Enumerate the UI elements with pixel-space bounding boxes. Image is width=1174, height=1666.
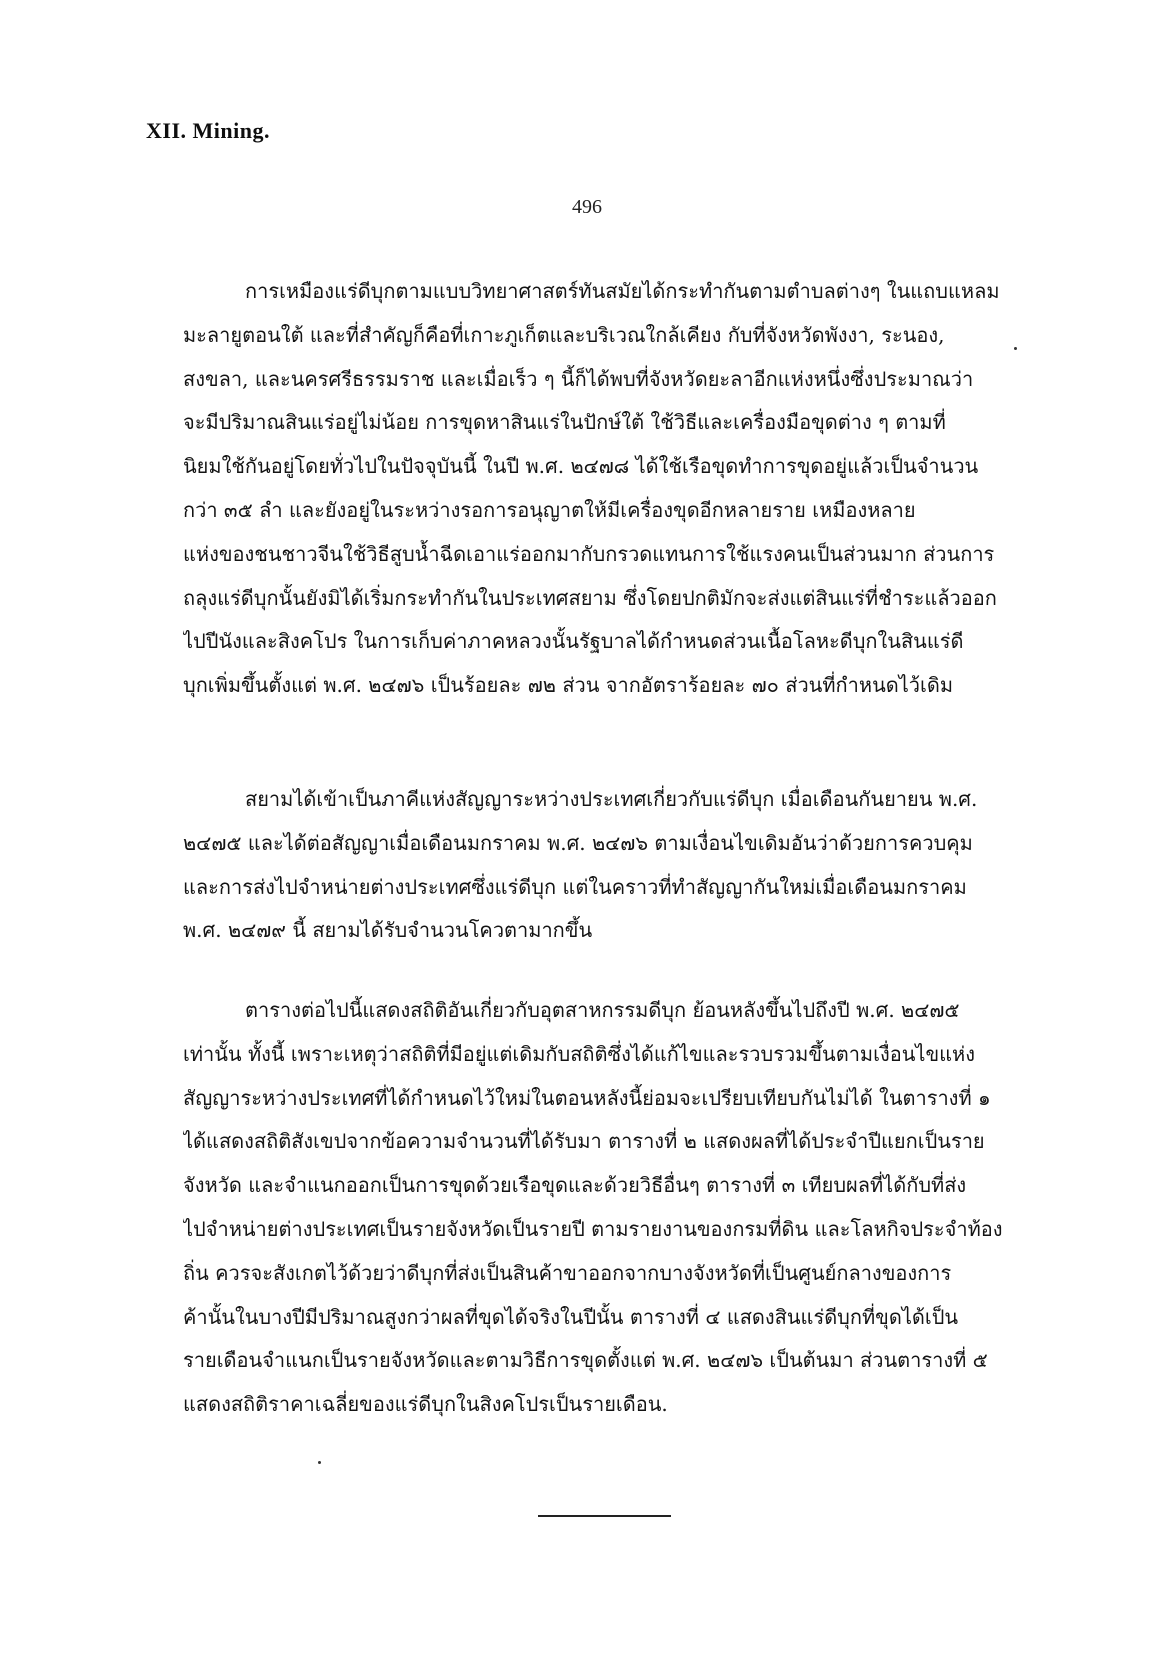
paragraph-line: ไปจำหน่ายต่างประเทศเป็นรายจังหวัดเป็นรายปี ตามรายงานของกรมที่ดิน และโลหกิจประจำท้อง <box>183 1216 1003 1241</box>
scan-speck <box>318 1461 321 1464</box>
paragraph-tin-agreement <box>183 778 1026 953</box>
paragraph-line: ค้านั้นในบางปีมีปริมาณสูงกว่าผลที่ขุดได้จริงในปีนั้น ตารางที่ ๔ แสดงสินแร่ดีบุกที่ขุดได้เป็น <box>183 1304 959 1329</box>
paragraph-line: มะลายูตอนใต้ และที่สำคัญก็คือที่เกาะภูเก็ตและบริเวณใกล้เคียง กับที่จังหวัดพังงา, ระนอง, <box>183 322 945 347</box>
end-of-section-rule <box>538 1515 671 1517</box>
paragraph-tin-mining-overview <box>183 270 1026 708</box>
paragraph-line: สัญญาระหว่างประเทศที่ได้กำหนดไว้ใหม่ในตอนหลังนี้ย่อมจะเปรียบเทียบกันไม่ได้ ในตารางที่ ๑ <box>183 1085 991 1110</box>
page-number: 496 <box>572 196 602 218</box>
paragraph-line: สงขลา, และนครศรีธรรมราช และเมื่อเร็ว ๆ นี้ก็ได้พบที่จังหวัดยะลาอีกแห่งหนึ่งซึ่งประมาณว่า <box>183 366 974 391</box>
paragraph-line: สยามได้เข้าเป็นภาคีแห่งสัญญาระหว่างประเทศเกี่ยวกับแร่ดีบุก เมื่อเดือนกันยายน พ.ศ. <box>245 787 978 811</box>
paragraph-line: พ.ศ. ๒๔๗๙ นี้ สยามได้รับจำนวนโควตามากขึ้น <box>183 918 593 943</box>
paragraph-line: เท่านั้น ทั้งนี้ เพราะเหตุว่าสถิติที่มีอยู่แต่เดิมกับสถิติซึ่งได้แก้ไขและรวบรวมขึ้นตามเงื่อนไขแห่ง <box>183 1041 975 1066</box>
paragraph-line: ไปปีนังและสิงคโปร ในการเก็บค่าภาคหลวงนั้นรัฐบาลได้กำหนดส่วนเนื้อโลหะดีบุกในสินแร่ดี <box>183 629 964 654</box>
section-heading: XII. Mining. <box>146 118 270 143</box>
paragraph-line: บุกเพิ่มขึ้นตั้งแต่ พ.ศ. ๒๔๗๖ เป็นร้อยละ ๗๒ ส่วน จากอัตราร้อยละ ๗๐ ส่วนที่กำหนดไว้เดิม <box>183 673 954 698</box>
scan-speck <box>1014 347 1017 350</box>
paragraph-line: ตารางต่อไปนี้แสดงสถิติอันเกี่ยวกับอุตสาหกรรมดีบุก ย้อนหลังขึ้นไปถึงปี พ.ศ. ๒๔๗๕ <box>245 998 960 1022</box>
paragraph-line: จังหวัด และจำแนกออกเป็นการขุดด้วยเรือขุดและด้วยวิธีอื่นๆ ตารางที่ ๓ เทียบผลที่ได้กับที่ส่ง <box>183 1173 967 1198</box>
paragraph-line: จะมีปริมาณสินแร่อยู่ไม่น้อย การขุดหาสินแร่ในปักษ์ใต้ ใช้วิธีและเครื่องมือขุดต่าง ๆ ตามที่ <box>183 410 946 435</box>
paragraph-line: ๒๔๗๕ และได้ต่อสัญญาเมื่อเดือนมกราคม พ.ศ. ๒๔๗๖ ตามเงื่อนไขเดิมอันว่าด้วยการควบคุม <box>183 830 973 855</box>
paragraph-line: กว่า ๓๕ ลำ และยังอยู่ในระหว่างรอการอนุญาตให้มีเครื่องขุดอีกหลายราย เหมืองหลาย <box>183 497 916 522</box>
paragraph-line: แสดงสถิติราคาเฉลี่ยของแร่ดีบุกในสิงคโปรเป็นรายเดือน. <box>183 1392 668 1417</box>
paragraph-line: ถลุงแร่ดีบุกนั้นยังมิได้เริ่มกระทำกันในประเทศสยาม ซึ่งโดยปกติมักจะส่งแต่สินแร่ที่ชำระแล้วออก <box>183 585 997 610</box>
paragraph-statistics-tables <box>183 989 1026 1427</box>
paragraph-line: รายเดือนจำแนกเป็นรายจังหวัดและตามวิธีการขุดตั้งแต่ พ.ศ. ๒๔๗๖ เป็นต้นมา ส่วนตารางที่ ๕ <box>183 1348 988 1373</box>
paragraph-line: ถิ่น ควรจะสังเกตไว้ด้วยว่าดีบุกที่ส่งเป็นสินค้าขาออกจากบางจังหวัดที่เป็นศูนย์กลางของการ <box>183 1260 952 1285</box>
paragraph-line: ได้แสดงสถิติสังเขปจากข้อความจำนวนที่ได้รับมา ตารางที่ ๒ แสดงผลที่ได้ประจำปีแยกเป็นราย <box>183 1129 985 1154</box>
paragraph-line: และการส่งไปจำหน่ายต่างประเทศซึ่งแร่ดีบุก แต่ในคราวที่ทำสัญญากันใหม่เมื่อเดือนมกราคม <box>183 874 967 899</box>
paragraph-line: นิยมใช้กันอยู่โดยทั่วไปในปัจจุบันนี้ ในปี พ.ศ. ๒๔๗๘ ได้ใช้เรือขุดทำการขุดอยู่แล้วเป็นจำนวน <box>183 454 979 479</box>
paragraph-line: แห่งของชนชาวจีนใช้วิธีสูบน้ำฉีดเอาแร่ออกมากับกรวดแทนการใช้แรงคนเป็นส่วนมาก ส่วนการ <box>183 541 995 566</box>
paragraph-line: การเหมืองแร่ดีบุกตามแบบวิทยาศาสตร์ทันสมัยได้กระทำกันตามตำบลต่างๆ ในแถบแหลม <box>245 279 1000 303</box>
